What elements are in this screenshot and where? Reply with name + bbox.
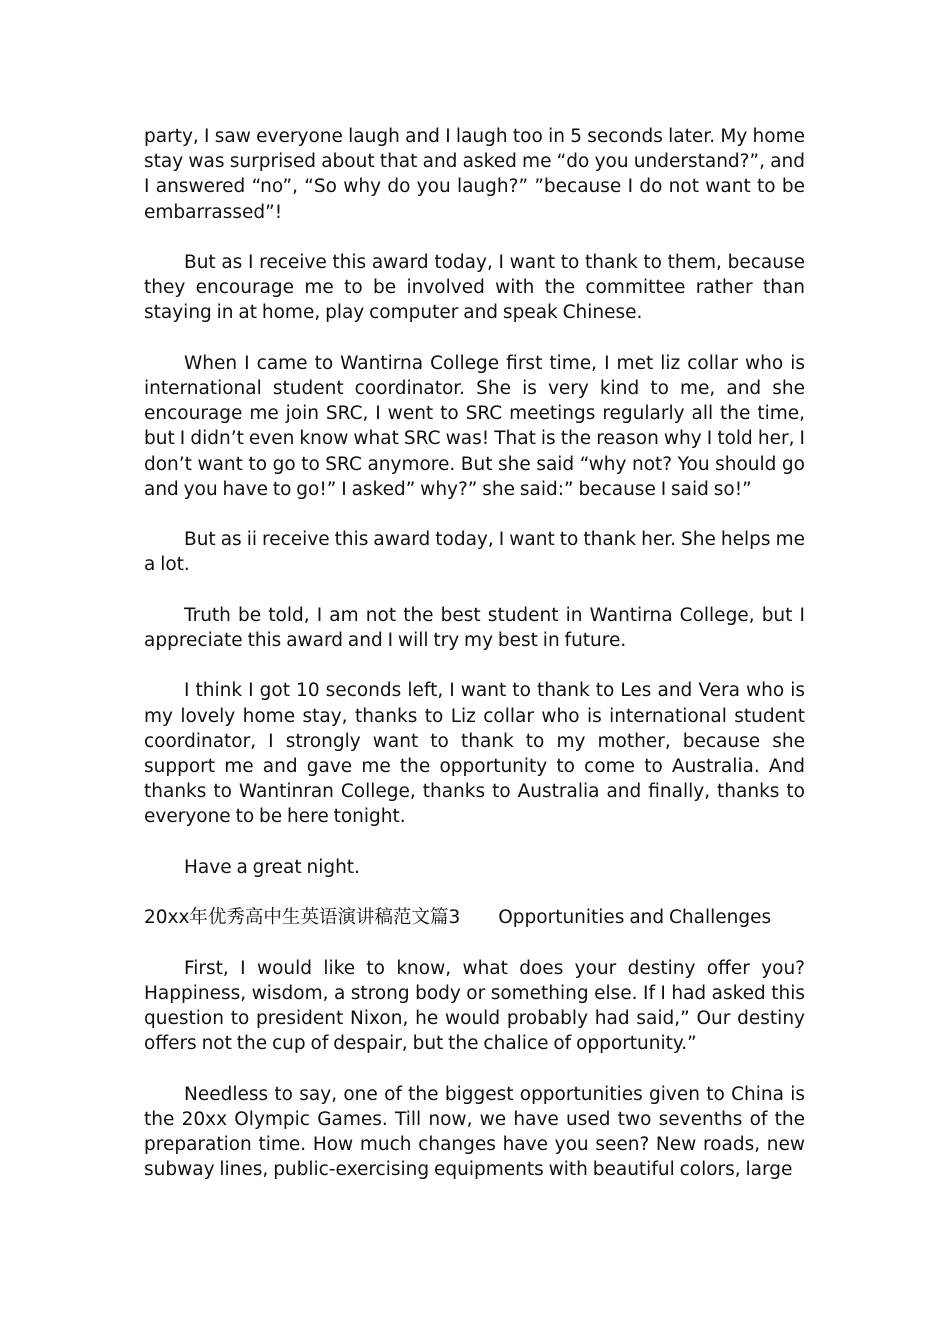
paragraph-truth: Truth be told, I am not the best student in Wantirna College, but I appreciate this award and I will try my best in future. (144, 604, 805, 651)
document-page (144, 124, 805, 1208)
paragraph-thank-her: But as ii receive this award today, I want to thank her. She helps me a lot. (144, 529, 805, 576)
paragraph-thank-homestay: But as I receive this award today, I want to thank to them, because they encourage me to be involved with the committee rather than staying in at home, play computer and speak Chinese. (144, 252, 805, 324)
section-heading-chinese: 20xx年优秀高中生英语演讲稿范文篇3 (144, 907, 461, 929)
paragraph-destiny: First, I would like to know, what does your destiny offer you? Happiness, wisdom, a strong body or something else. If I had asked this question to president Nixon, he would probably had said,” Our destiny offers not the cup of despair, but the chalice of opportunity.” (144, 957, 805, 1055)
section-heading-english: Opportunities and Challenges (498, 907, 772, 929)
paragraph-great-night: Have a great night. (184, 856, 360, 878)
paragraph-party: party, I saw everyone laugh and I laugh too in 5 seconds later. My home stay was surprised about that and asked me “do you understand?”, and I answered “no”, “So why do you laugh?” ”because I do not want to be embarrassed”! (144, 126, 805, 223)
paragraph-olympics: Needless to say, one of the biggest opportunities given to China is the 20xx Olympic Games. Till now, we have used two sevenths of the preparation time. How much changes have you seen? New roads, new subway lines, public-exercising equipments with beautiful colors, large (144, 1083, 805, 1181)
paragraph-liz-collar: When I came to Wantirna College first time, I met liz collar who is international student coordinator. She is very kind to me, and she encourage me join SRC, I went to SRC meetings regularly all the time, but I didn’t even know what SRC was! That is the reason why I told her, I don’t want to go to SRC anymore. But she said “why not? You should go and you have to go!” I asked” why?” she said:” because I said so!” (144, 352, 805, 500)
paragraph-10-seconds: I think I got 10 seconds left, I want to thank to Les and Vera who is my lovely home stay, thanks to Liz collar who is international student coordinator, I strongly want to thank to my mother, because she support me and gave me the opportunity to come to Australia. And thanks to Wantinran College, thanks to Australia and finally, thanks to everyone to be here tonight. (144, 680, 805, 828)
section-heading (144, 905, 805, 930)
